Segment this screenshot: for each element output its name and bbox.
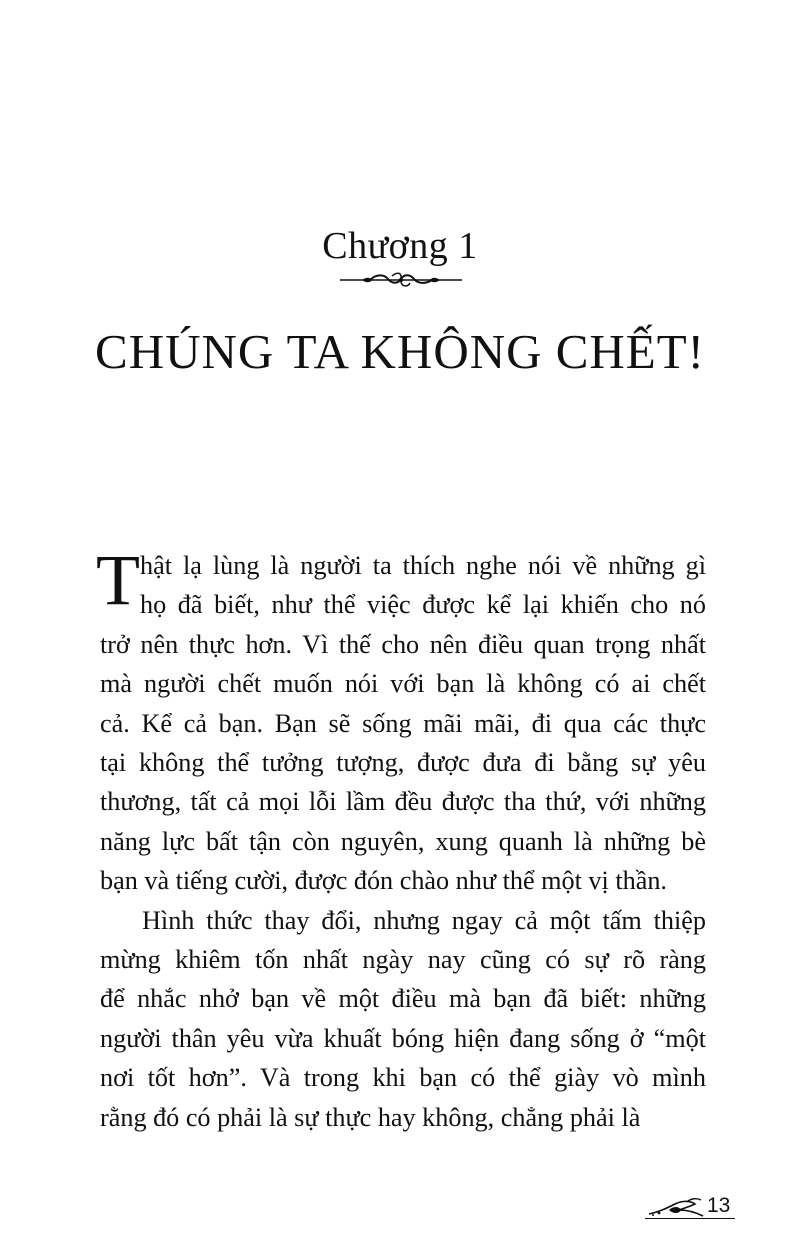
text-line: người thân yêu vừa khuất bóng hiện đang sống ở “một <box>100 1023 706 1053</box>
footer-divider <box>645 1218 735 1219</box>
text-line: tại không thể tưởng tượng, được đưa đi bằng sự yêu <box>100 748 706 778</box>
text-line: trở nên thực hơn. Vì thế cho nên điều quan trọng nhất <box>100 629 706 659</box>
text-line: mà người chết muốn nói với bạn là không có ai chết <box>100 669 706 699</box>
text-line: mừng khiêm tốn nhất ngày nay cũng có sự rõ ràng <box>100 945 706 975</box>
chapter-label: Chương 1 <box>322 225 478 267</box>
flourish-page-icon <box>645 1196 707 1218</box>
text-line: cả. Kể cả bạn. Bạn sẽ sống mãi mãi, đi qua các thực <box>100 708 706 738</box>
page-number: 13 <box>707 1194 731 1217</box>
text-line: hật lạ lùng là người ta thích nghe nói về những gì <box>140 551 706 580</box>
text-line: Hình thức thay đổi, nhưng ngay cả một tấm thiệp <box>142 905 706 935</box>
text-line: họ đã biết, như thể việc được kể lại khiến cho nó <box>140 590 706 620</box>
body-text <box>100 546 706 1137</box>
text-line: thương, tất cả mọi lỗi lầm đều được tha thứ, với những <box>100 787 706 817</box>
text-line: rằng đó có phải là sự thực hay không, chẳng phải là <box>100 1102 641 1132</box>
text-line: nơi tốt hơn”. Và trong khi bạn có thể giày vò mình <box>100 1063 706 1093</box>
svg-text:T: T <box>96 540 140 620</box>
paragraph-1 <box>100 546 706 901</box>
text-line: bạn và tiếng cười, được đón chào như thể một vị thần. <box>100 866 667 896</box>
paragraph-2 <box>100 901 706 1137</box>
text-line: năng lực bất tận còn nguyên, xung quanh là những bè <box>100 826 706 856</box>
text-line: để nhắc nhở bạn về một điều mà bạn đã biết: những <box>100 984 706 1014</box>
flourish-divider-icon <box>340 270 462 290</box>
page-footer <box>645 1194 745 1222</box>
chapter-title: CHÚNG TA KHÔNG CHẾT! <box>95 324 705 379</box>
